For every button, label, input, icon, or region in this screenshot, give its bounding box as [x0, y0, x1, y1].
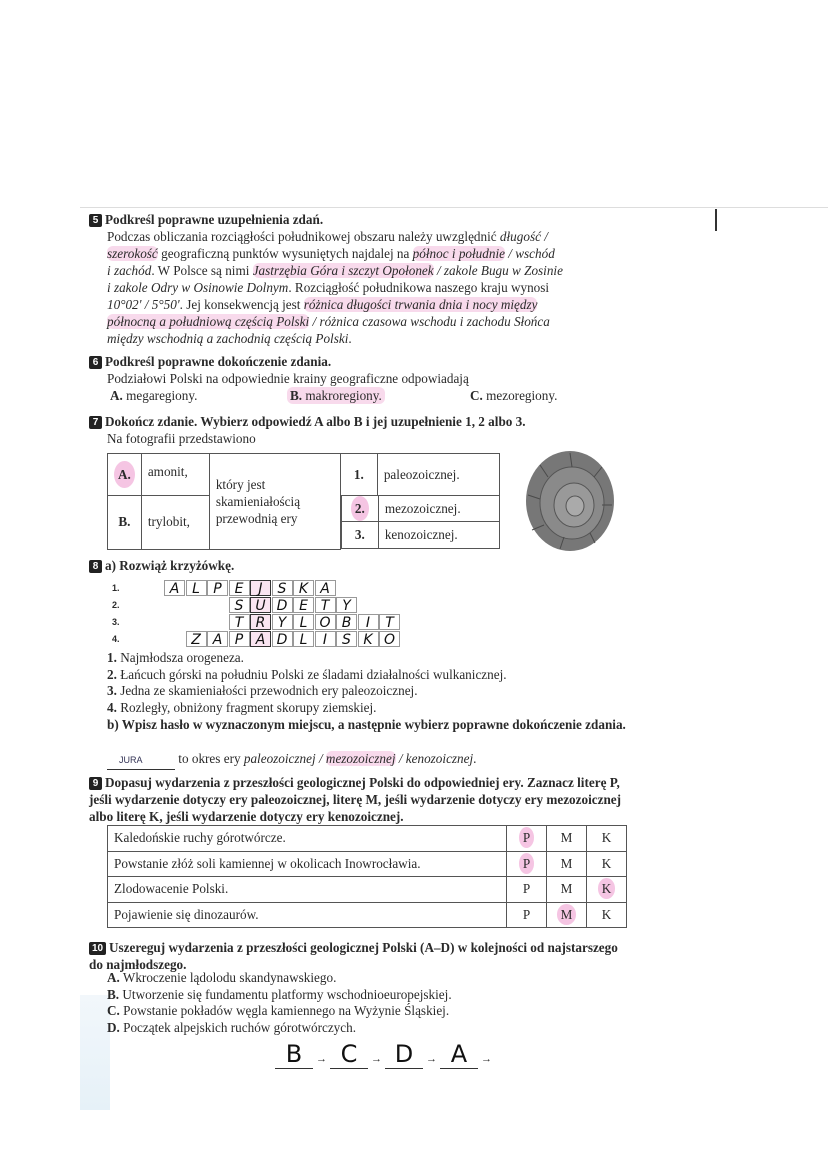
era-letter: K [601, 855, 612, 871]
era-choice-P[interactable] [507, 826, 547, 852]
clue-number: 1. [107, 650, 117, 665]
text-segment: geograficzną punktów wysuniętych najdalej na [157, 246, 413, 261]
task-title: Dopasuj wydarzenia z przeszłości geologicznej Polski do odpowiedniej ery. Zaznacz literę P, jeśli wydarzenie dotyczy ery paleozoicznej, literę M, jeśli wydarzenie dotyczy ery mezozoicznej albo literę K, jeśli wydarzenie dotyczy ery kenozoicznej. [89, 775, 622, 824]
crossword-cell[interactable]: E [229, 580, 250, 596]
crossword-cell[interactable]: A [164, 580, 185, 596]
choice-b[interactable] [108, 496, 142, 550]
clue-number: 2. [107, 666, 117, 682]
ending-2-text: mezozoicznej. [378, 496, 499, 522]
crossword-cell[interactable]: L [293, 631, 314, 647]
crossword-cell[interactable]: R [250, 614, 271, 630]
task-9-table [107, 825, 627, 928]
text-line [107, 228, 563, 245]
crossword-cell[interactable]: I [358, 614, 379, 630]
crossword-cell[interactable]: Y [272, 614, 293, 630]
task-5-text [107, 228, 563, 347]
option-cenozoic[interactable]: kenozoicznej [405, 751, 474, 766]
text-segment: . W Polsce są nimi [151, 263, 253, 278]
era-choice-K[interactable] [587, 851, 627, 877]
option-text: megaregiony. [122, 388, 198, 403]
clue [107, 649, 244, 666]
task-7-heading [89, 413, 526, 430]
era-letter: K [601, 830, 612, 846]
era-letter: P [522, 881, 531, 897]
order-slot[interactable]: C [330, 1040, 368, 1069]
task-6-heading [89, 353, 331, 370]
text-segment: Podczas obliczania rozciągłości południkowej obszaru należy uwzględnić [107, 229, 500, 244]
text-line [107, 296, 563, 313]
sentence-text: to okres ery [175, 751, 244, 766]
task-number: 6 [89, 356, 102, 369]
task-8b-title [107, 716, 627, 733]
table-row [108, 877, 627, 903]
ending-2[interactable] [341, 496, 378, 522]
text-line [107, 313, 563, 330]
ending-3[interactable] [341, 522, 378, 549]
crossword-cell[interactable]: B [336, 614, 357, 630]
task-title: Podkreśl poprawne uzupełnienia zdań. [105, 212, 324, 227]
crossword-cell[interactable]: I [315, 631, 336, 647]
item-letter: A. [107, 970, 120, 985]
row-number: 2. [112, 600, 120, 610]
era-letter: M [560, 881, 573, 897]
row-number: 4. [112, 634, 120, 644]
era-letter: K [598, 878, 616, 899]
item-text: Początek alpejskich ruchów górotwórczych. [119, 1020, 357, 1036]
text-segment[interactable]: między wschodnią a zachodnią częścią Polski [107, 331, 349, 346]
crossword-cell[interactable]: E [293, 597, 314, 613]
crossword-cell[interactable]: Z [186, 631, 207, 647]
clue-text: Rozległy, obniżony fragment skorupy ziemskiej. [116, 700, 377, 716]
choice-a-text: amonit, [141, 454, 209, 496]
event-item [107, 986, 452, 1003]
option-c[interactable] [470, 387, 557, 404]
underlined-answer[interactable]: Jastrzębia Góra i szczyt Opołonek [252, 263, 434, 278]
crossword-cell[interactable]: Y [336, 597, 357, 613]
ending-1-text: paleozoicznej. [377, 454, 499, 496]
task-number: 8 [89, 560, 102, 573]
task-7-text: Na fotografii przedstawiono [107, 431, 256, 446]
clue-number: 4. [107, 700, 117, 716]
clue [107, 699, 376, 716]
era-letter: M [560, 830, 573, 846]
item-text: Powstanie pokładów węgla kamiennego na Wyżynie Śląskiej. [119, 1003, 450, 1019]
option-text: mezoregiony. [482, 388, 558, 403]
crossword-cell[interactable]: A [207, 631, 228, 647]
clue-text: Najmłodsza orogeneza. [116, 650, 244, 665]
text-line [107, 279, 563, 296]
choice-letter: B. [118, 514, 131, 530]
task-number: 7 [89, 416, 102, 429]
task-number: 5 [89, 214, 102, 227]
crossword-cell[interactable]: T [229, 614, 250, 630]
crossword-cell[interactable]: S [229, 597, 250, 613]
row-number: 3. [112, 617, 120, 627]
item-letter: D. [107, 1020, 120, 1036]
era-choice-M[interactable] [547, 902, 587, 928]
crossword-cell[interactable]: K [358, 631, 379, 647]
side-strip [80, 995, 110, 1110]
crossword-cell[interactable]: O [315, 614, 336, 630]
task-number: 9 [89, 777, 102, 790]
event-text: Kaledońskie ruchy górotwórcze. [108, 826, 507, 852]
top-divider [80, 207, 828, 208]
table-row [108, 826, 627, 852]
text-segment[interactable]: / różnica czasowa wschodu i zachodu Słońca [309, 314, 550, 329]
crossword-cell[interactable]: L [186, 580, 207, 596]
crossword-cell[interactable]: O [379, 631, 400, 647]
choice-letter: A. [114, 461, 135, 488]
ending-3-text: kenozoicznej. [378, 522, 499, 549]
era-choice-M[interactable] [547, 851, 587, 877]
table-row [108, 902, 627, 928]
event-text: Pojawienie się dinozaurów. [108, 902, 507, 928]
era-choice-K[interactable] [587, 902, 627, 928]
text-segment: . [348, 331, 352, 346]
crossword-cell[interactable]: T [315, 597, 336, 613]
option-mesozoic[interactable]: mezozoicznej [325, 751, 396, 766]
arrow-icon: → [481, 1053, 492, 1065]
task-6-text: Podziałowi Polski na odpowiednie krainy geograficzne odpowiadają [107, 371, 469, 386]
task-5-heading [89, 211, 323, 228]
text-segment[interactable]: / wschód [504, 246, 555, 261]
answer-order[interactable] [275, 1040, 495, 1069]
era-choice-K[interactable] [587, 826, 627, 852]
task-8-heading [89, 557, 234, 574]
text-segment[interactable]: / zakole Bugu w Zosinie [433, 263, 563, 278]
era-choice-P[interactable] [507, 902, 547, 928]
task-9-heading [89, 774, 629, 825]
middle-text: który jest skamieniałością przewodnią ery [209, 454, 340, 550]
era-letter: P [522, 906, 531, 922]
option-letter: A. [110, 388, 123, 403]
item-text: Wkroczenie lądolodu skandynawskiego. [119, 970, 337, 985]
crossword-cell[interactable]: S [336, 631, 357, 647]
text-segment: . Jej konsekwencją jest [179, 297, 304, 312]
crossword-cell[interactable]: S [272, 580, 293, 596]
table-row [108, 851, 627, 877]
crossword-cell[interactable]: P [207, 580, 228, 596]
event-text: Powstanie złóż soli kamiennej w okolicach Inowrocławia. [108, 851, 507, 877]
option-a[interactable] [110, 387, 197, 404]
option-letter: B. [290, 388, 303, 403]
option-letter: C. [470, 388, 483, 403]
event-item [107, 1002, 449, 1019]
order-slot[interactable]: A [440, 1040, 478, 1069]
underlined-answer[interactable]: północ i południe [412, 246, 505, 261]
crossword-cell[interactable]: U [250, 597, 271, 613]
ending-number: 3. [354, 527, 365, 543]
task-title: a) Rozwiąż krzyżówkę. [105, 558, 235, 573]
item-letter: C. [107, 1003, 120, 1019]
ending-number: 1. [353, 466, 364, 482]
text-segment[interactable]: i zachód [107, 263, 152, 278]
option-text: makroregiony. [302, 388, 382, 403]
era-letter: K [601, 906, 612, 922]
text-segment: . Rozciągłość południkowa naszego kraju wynosi [288, 280, 550, 295]
ammonite-photo [520, 445, 616, 555]
option-paleozoic[interactable]: paleozoicznej [243, 751, 316, 766]
crossword-cell[interactable]: K [293, 580, 314, 596]
crossword-cell[interactable]: D [272, 631, 293, 647]
era-letter: M [560, 855, 573, 871]
period: . [473, 751, 477, 766]
era-letter: P [519, 827, 534, 848]
event-item [107, 969, 336, 986]
order-slot[interactable]: D [385, 1040, 423, 1069]
crossword-cell[interactable]: T [379, 614, 400, 630]
separator: / [395, 751, 406, 766]
crossword-cell[interactable]: J [250, 580, 271, 596]
ending-1[interactable] [340, 454, 377, 496]
task-8b-sentence [107, 750, 476, 770]
text-line [107, 330, 563, 347]
task-title: Dokończ zdanie. Wybierz odpowiedź A albo B i jej uzupełnienie 1, 2 albo 3. [105, 414, 526, 429]
underlined-answer[interactable]: różnica długości trwania dnia i nocy między [303, 297, 538, 312]
password-field[interactable]: JURA [107, 752, 175, 770]
choice-a[interactable] [108, 454, 142, 496]
era-choice-M[interactable] [547, 826, 587, 852]
text-segment[interactable]: 10°02' / 5°50' [107, 297, 180, 312]
arrow-icon: → [316, 1053, 327, 1065]
crossword-cell[interactable]: A [250, 631, 271, 647]
option-b[interactable] [287, 387, 385, 404]
arrow-icon: → [371, 1053, 382, 1065]
clue-text: Jedna ze skamieniałości przewodnich ery paleozoicznej. [116, 683, 418, 699]
clue [107, 682, 418, 699]
task-7-table [107, 453, 500, 550]
clue [107, 666, 507, 683]
item-text: Utworzenie się fundamentu platformy wschodnioeuropejskiej. [119, 986, 452, 1002]
text-segment[interactable]: i zakole Odry w Osinowie Dolnym [107, 280, 289, 295]
underlined-answer[interactable]: północną a południową częścią Polski [107, 314, 310, 329]
task-8b-title-text: b) Wpisz hasło w wyznaczonym miejscu, a następnie wybierz poprawne dokończenie zdania. [107, 717, 626, 732]
task-title: Podkreśl poprawne dokończenie zdania. [105, 354, 332, 369]
crossword-cell[interactable]: A [315, 580, 336, 596]
task-10-heading [89, 939, 619, 973]
text-cursor [715, 209, 717, 231]
row-number: 1. [112, 583, 120, 593]
task-number: 10 [89, 942, 106, 955]
era-choice-K[interactable] [587, 877, 627, 903]
era-letter: M [557, 904, 577, 925]
crossword-cell[interactable]: D [272, 597, 293, 613]
choice-b-text: trylobit, [141, 496, 209, 550]
text-line [107, 262, 563, 279]
crossword-cell[interactable]: L [293, 614, 314, 630]
separator: / [315, 751, 326, 766]
clue-text: Łańcuch górski na południu Polski ze śladami działalności wulkanicznej. [116, 666, 507, 682]
underlined-answer[interactable]: szerokość [107, 246, 158, 261]
ending-number: 2. [351, 496, 369, 521]
era-choice-P[interactable] [507, 851, 547, 877]
event-text: Zlodowacenie Polski. [108, 877, 507, 903]
era-choice-P[interactable] [507, 877, 547, 903]
text-line [107, 245, 563, 262]
order-slot[interactable]: B [275, 1040, 313, 1069]
text-segment[interactable]: długość / [499, 229, 548, 244]
era-letter: P [519, 853, 534, 874]
clue-number: 3. [107, 683, 117, 699]
task-title: Uszereguj wydarzenia z przeszłości geologicznej Polski (A–D) w kolejności od najstarszego do najmłodszego. [89, 940, 618, 972]
item-letter: B. [107, 986, 120, 1002]
crossword-cell[interactable]: P [229, 631, 250, 647]
arrow-icon: → [426, 1053, 437, 1065]
event-item [107, 1019, 356, 1036]
era-choice-M[interactable] [547, 877, 587, 903]
